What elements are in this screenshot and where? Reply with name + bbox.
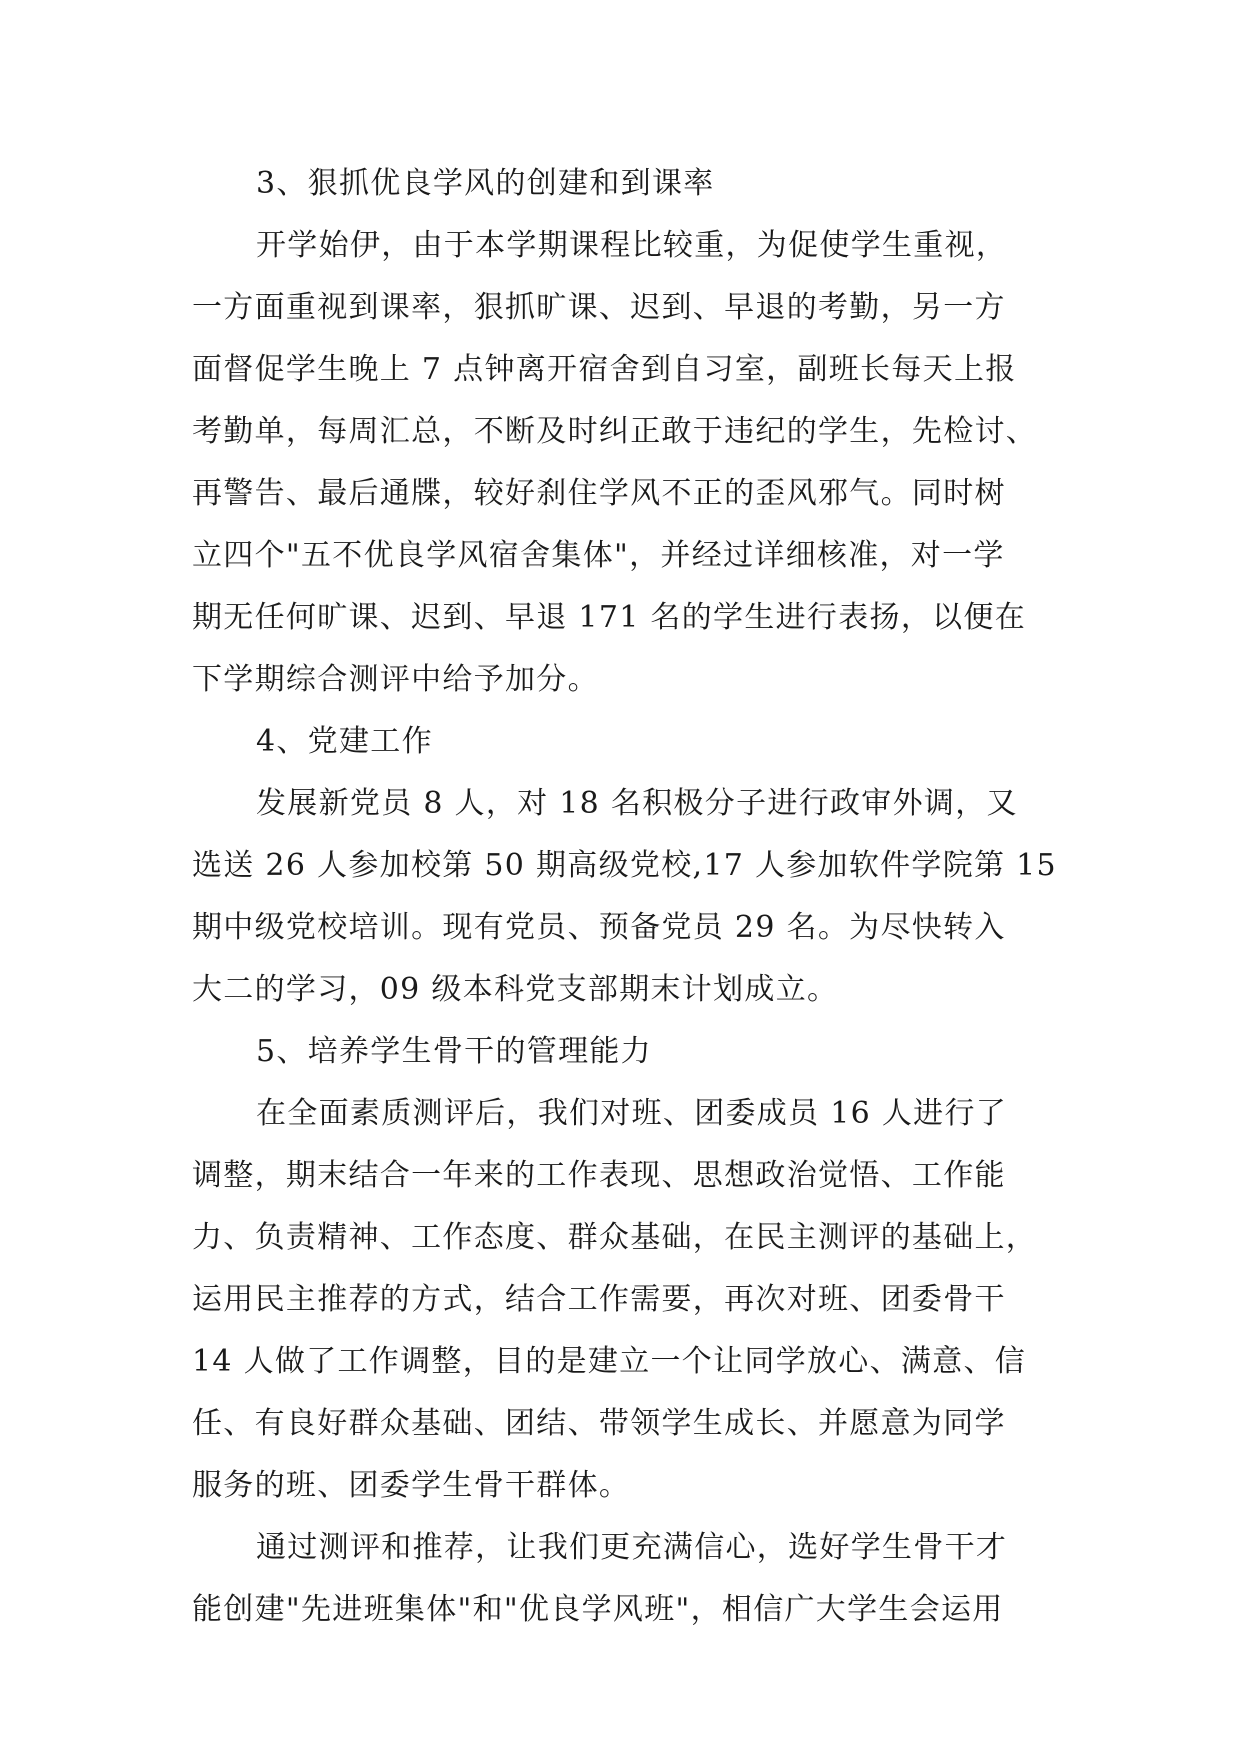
paragraph-line: 发展新党员 8 人，对 18 名积极分子进行政审外调，又 [256, 786, 1018, 821]
paragraph-line: 一方面重视到课率，狠抓旷课、迟到、早退的考勤，另一方 [192, 290, 1006, 325]
paragraph-line: 力、负责精神、工作态度、群众基础，在民主测评的基础上， [192, 1220, 1038, 1255]
paragraph-line: 通过测评和推荐，让我们更充满信心，选好学生骨干才 [256, 1530, 1008, 1565]
paragraph-line: 调整，期末结合一年来的工作表现、思想政治觉悟、工作能 [192, 1158, 1006, 1193]
paragraph-line: 期中级党校培训。现有党员、预备党员 29 名。为尽快转入 [192, 910, 1006, 945]
paragraph-line: 考勤单，每周汇总，不断及时纠正敢于违纪的学生，先检讨、 [192, 414, 1038, 449]
section-heading: 4、党建工作 [256, 724, 433, 759]
paragraph-line: 运用民主推荐的方式，结合工作需要，再次对班、团委骨干 [192, 1282, 1006, 1317]
paragraph-line: 期无任何旷课、迟到、早退 171 名的学生进行表扬，以便在 [192, 600, 1027, 635]
paragraph-line: 下学期综合测评中给予加分。 [192, 662, 599, 697]
paragraph-line: 面督促学生晚上 7 点钟离开宿舍到自习室，副班长每天上报 [192, 352, 1017, 387]
paragraph-line: 选送 26 人参加校第 50 期高级党校,17 人参加软件学院第 15 [192, 848, 1057, 883]
paragraph-line: 能创建"先进班集体"和"优良学风班"，相信广大学生会运用 [192, 1592, 1004, 1627]
paragraph-line: 再警告、最后通牒，较好刹住学风不正的歪风邪气。同时树 [192, 476, 1006, 511]
paragraph-line: 服务的班、团委学生骨干群体。 [192, 1468, 631, 1503]
paragraph-line: 大二的学习，09 级本科党支部期末计划成立。 [192, 972, 839, 1007]
paragraph-line: 任、有良好群众基础、团结、带领学生成长、并愿意为同学 [192, 1406, 1006, 1441]
paragraph-line: 14 人做了工作调整，目的是建立一个让同学放心、满意、信 [192, 1344, 1027, 1379]
paragraph-line: 在全面素质测评后，我们对班、团委成员 16 人进行了 [256, 1096, 1008, 1131]
section-heading: 3、狠抓优良学风的创建和到课率 [256, 166, 715, 201]
paragraph-line: 立四个"五不优良学风宿舍集体"，并经过详细核准，对一学 [192, 538, 1005, 573]
section-heading: 5、培养学生骨干的管理能力 [256, 1034, 652, 1069]
paragraph-line: 开学始伊，由于本学期课程比较重，为促使学生重视， [256, 228, 1008, 263]
